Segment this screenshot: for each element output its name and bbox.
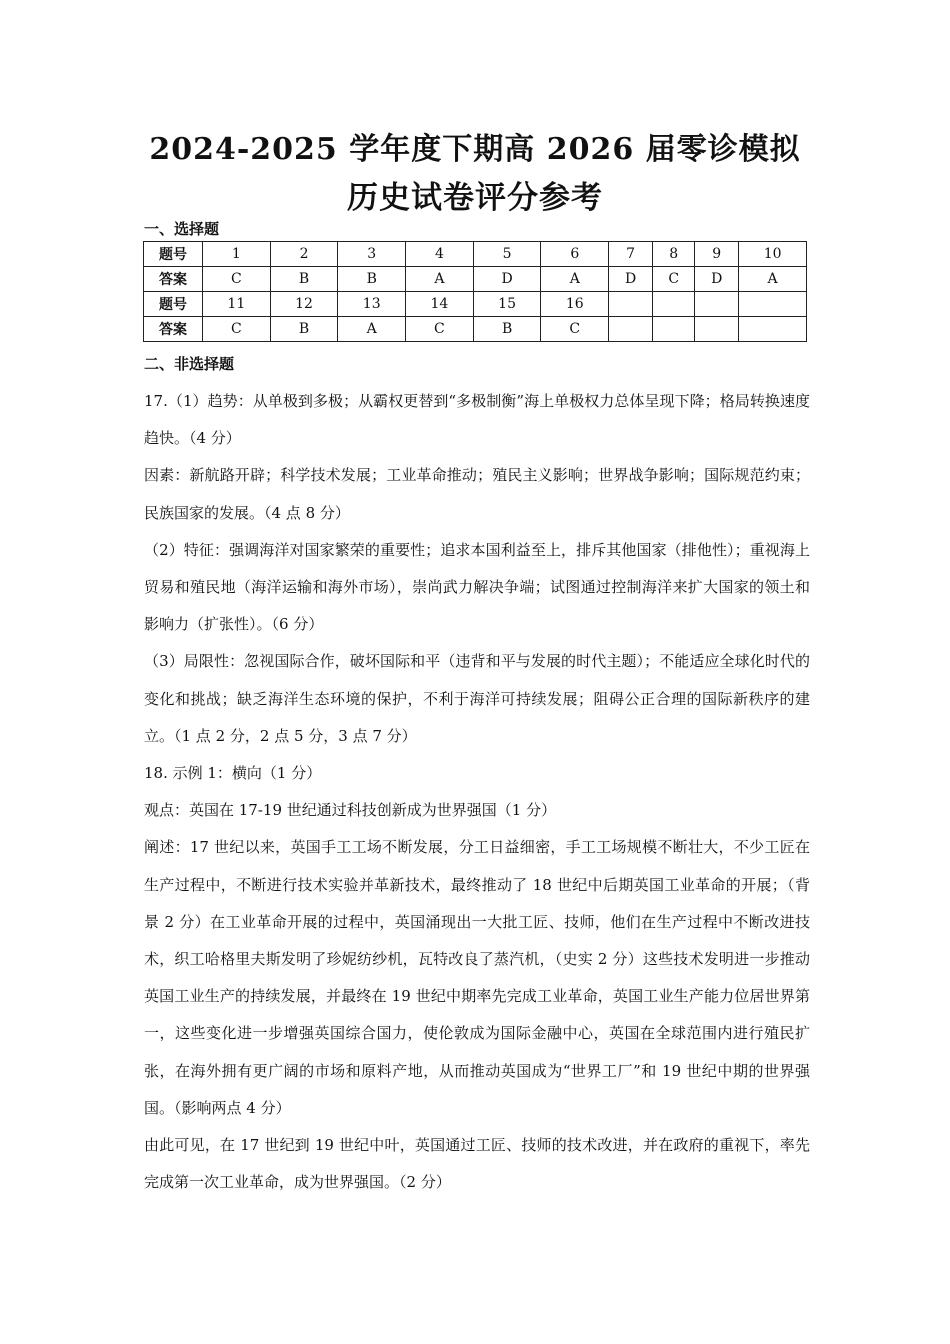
table-cell: 15 — [473, 292, 541, 317]
table-cell: 13 — [338, 292, 406, 317]
row-label: 答案 — [144, 267, 203, 292]
table-cell: B — [473, 317, 541, 342]
table-cell — [609, 292, 653, 317]
table-cell — [695, 292, 739, 317]
paragraph: 17.（1）趋势：从单极到多极；从霸权更替到“多极制衡”海上单极权力总体呈现下降；格局转换速度趋快。（4 分） — [144, 392, 810, 448]
table-cell — [653, 292, 695, 317]
table-row — [144, 317, 807, 342]
row-label: 答案 — [144, 317, 203, 342]
table-cell: B — [338, 267, 406, 292]
table-cell: 7 — [609, 242, 653, 267]
table-cell: C — [203, 267, 271, 292]
paragraph: （3）局限性：忽视国际合作，破坏国际和平（违背和平与发展的时代主题）；不能适应全球化时代的变化和挑战；缺乏海洋生态环境的保护，不利于海洋可持续发展；阻碍公正合理的国际新秩序的建立。（1 点 2 分，2 点 5 分，3 点 7 分） — [144, 652, 810, 745]
table-cell: 4 — [406, 242, 474, 267]
table-cell: 6 — [541, 242, 609, 267]
table-cell: C — [203, 317, 271, 342]
table-row — [144, 267, 807, 292]
paragraph: 阐述：17 世纪以来，英国手工工场不断发展，分工日益细密，手工工场规模不断壮大，不少工匠在生产过程中，不断进行技术实验并革新技术，最终推动了 18 世纪中后期英国工业革命的开展；（背景 2 分）在工业革命开展的过程中，英国涌现出一大批工匠、技师，他们在生产过程中不断改进技术，织工哈格里夫斯发明了珍妮纺纱机，瓦特改良了蒸汽机，（史实 2 分）这些技术发明进一步推动英国工业生产的持续发展，并最终在 19 世纪中期率先完成工业革命，英国工业生产能力位居世界第一，这些变化进一步增强英国综合国力，使伦敦成为国际金融中心，英国在全球范围内进行殖民扩张，在海外拥有更广阔的市场和原料产地，从而推动英国成为“世界工厂”和 19 世纪中期的世界强国。（影响两点 4 分） — [144, 838, 810, 1117]
table-cell: 16 — [541, 292, 609, 317]
answer-table — [143, 241, 807, 342]
section-heading-nonchoice: 二、非选择题 — [144, 355, 235, 373]
paragraph: 观点：英国在 17-19 世纪通过科技创新成为世界强国（1 分） — [144, 801, 557, 820]
table-cell: B — [270, 317, 338, 342]
row-label: 题号 — [144, 242, 203, 267]
table-cell: A — [338, 317, 406, 342]
document-title: 2024-2025 学年度下期高 2026 届零诊模拟 — [149, 132, 801, 167]
table-cell: C — [653, 267, 695, 292]
table-cell: C — [541, 317, 609, 342]
table-row — [144, 242, 807, 267]
table-cell: A — [739, 267, 807, 292]
table-cell: 5 — [473, 242, 541, 267]
table-cell: 1 — [203, 242, 271, 267]
paragraph: 因素：新航路开辟；科学技术发展；工业革命推动；殖民主义影响；世界战争影响；国际规范约束；民族国家的发展。（4 点 8 分） — [144, 466, 810, 522]
paragraph: 18. 示例 1：横向（1 分） — [144, 764, 322, 783]
table-cell: A — [406, 267, 474, 292]
table-cell — [739, 317, 807, 342]
table-cell — [653, 317, 695, 342]
table-cell — [695, 317, 739, 342]
table-cell: A — [541, 267, 609, 292]
paragraph: 由此可见，在 17 世纪到 19 世纪中叶，英国通过工匠、技师的技术改进，并在政府的重视下，率先完成第一次工业革命，成为世界强国。（2 分） — [144, 1136, 810, 1192]
document-subtitle: 历史试卷评分参考 — [347, 180, 603, 216]
section-heading-choice: 一、选择题 — [144, 220, 220, 238]
table-cell: 14 — [406, 292, 474, 317]
row-label: 题号 — [144, 292, 203, 317]
table-cell: C — [406, 317, 474, 342]
table-cell: B — [270, 267, 338, 292]
table-cell: D — [473, 267, 541, 292]
table-cell: D — [695, 267, 739, 292]
table-cell — [739, 292, 807, 317]
paragraph: （2）特征：强调海洋对国家繁荣的重要性；追求本国利益至上，排斥其他国家（排他性）；重视海上贸易和殖民地（海洋运输和海外市场），崇尚武力解决争端；试图通过控制海洋来扩大国家的领土和影响力（扩张性）。（6 分） — [144, 540, 810, 634]
table-cell: 2 — [270, 242, 338, 267]
table-cell — [609, 317, 653, 342]
table-cell: D — [609, 267, 653, 292]
table-cell: 3 — [338, 242, 406, 267]
table-cell: 9 — [695, 242, 739, 267]
table-row — [144, 292, 807, 317]
table-cell: 10 — [739, 242, 807, 267]
table-cell: 8 — [653, 242, 695, 267]
table-cell: 11 — [203, 292, 271, 317]
answer-body-text — [144, 383, 810, 1201]
table-cell: 12 — [270, 292, 338, 317]
